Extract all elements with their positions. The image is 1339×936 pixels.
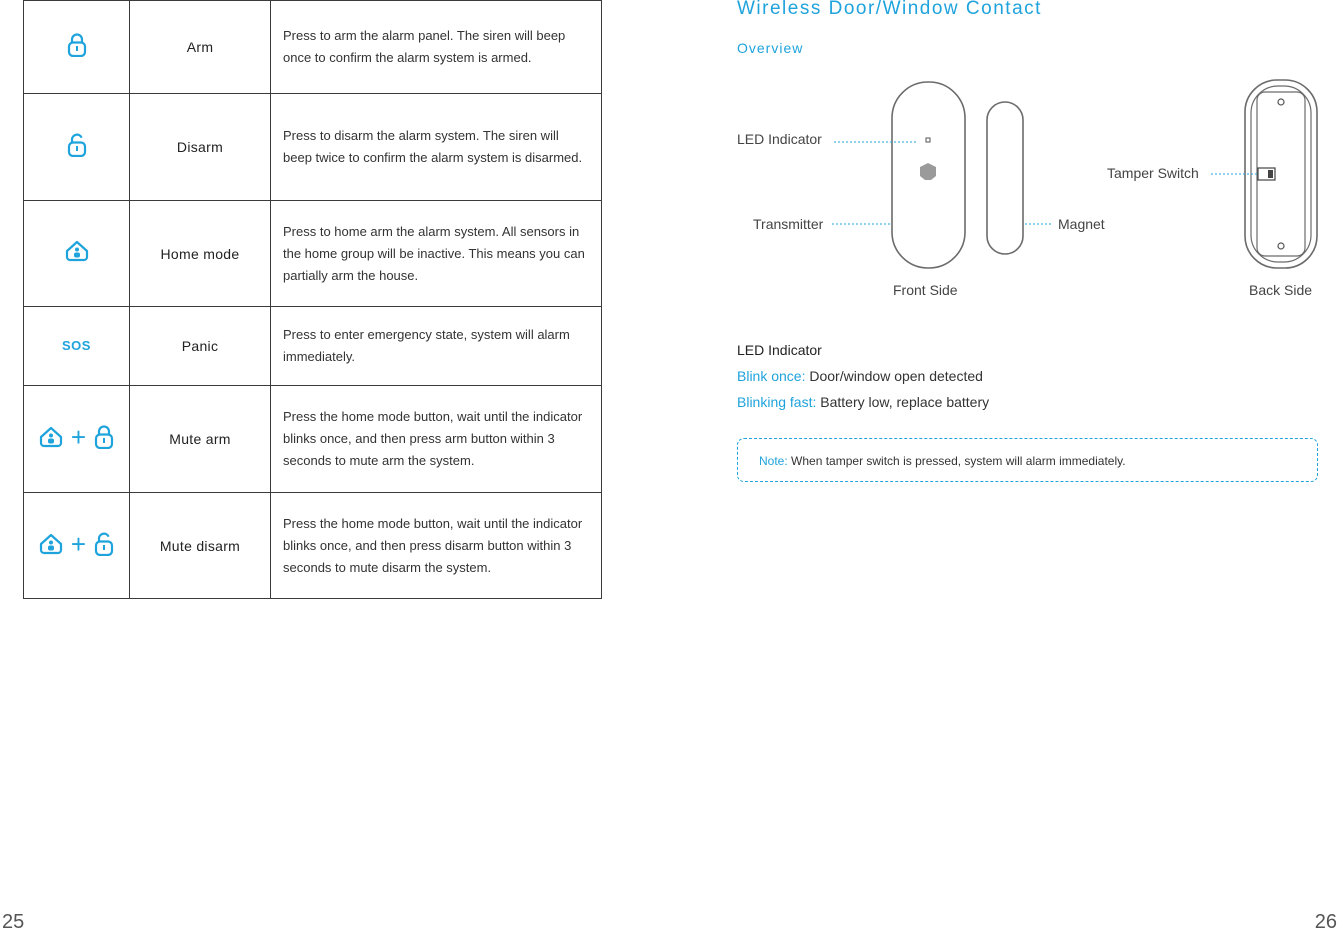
led-indicator-label: LED Indicator [737,131,822,147]
key-description: Press to disarm the alarm system. The siren will beep twice to confirm the alarm system is disarmed. [271,94,602,201]
screw-top [1278,99,1284,105]
home-mode-icon [39,533,63,555]
key-name: Disarm [130,94,271,201]
key-description: Press to home arm the alarm system. All sensors in the home group will be inactive. This means you can partially arm the house. [271,201,602,307]
table-row [24,94,602,201]
led-item [737,368,983,384]
sos-icon: SOS [62,338,91,353]
led-item-key: Blink once: [737,368,806,384]
lock-closed-icon [94,425,114,449]
lock-open-icon [94,532,114,556]
table-row [24,201,602,307]
lock-closed-icon [67,33,87,57]
led-item [737,394,989,410]
led-section-title: LED Indicator [737,342,822,358]
lock-open-icon [67,133,87,157]
key-description: Press the home mode button, wait until the indicator blinks once, and then press disarm button within 3 seconds to mute disarm the system. [271,493,602,599]
note-text: When tamper switch is pressed, system will alarm immediately. [791,454,1126,468]
table-row [24,307,602,386]
front-side-label: Front Side [893,282,958,298]
key-description: Press to enter emergency state, system will alarm immediately. [271,307,602,386]
home-mode-icon [65,240,89,262]
led-item-value: Battery low, replace battery [820,394,990,410]
screw-bottom [1278,243,1284,249]
icon-cell [24,1,130,94]
page-title: Wireless Door/Window Contact [737,0,1042,19]
key-name: Arm [130,1,271,94]
icon-cell [24,307,130,386]
page-number-left: 25 [2,911,25,933]
remote-key-table [23,0,602,599]
plus-icon: + [70,422,87,452]
icon-cell [24,201,130,307]
key-name: Mute arm [130,386,271,493]
note-key: Note: [759,454,788,468]
key-description: Press to arm the alarm panel. The siren will beep once to confirm the alarm system is armed. [271,1,602,94]
home-mode-icon [39,426,63,448]
plus-icon: + [70,528,87,559]
key-name: Panic [130,307,271,386]
led-item-value: Door/window open detected [809,368,983,384]
icon-cell [24,94,130,201]
device-diagram [730,70,1339,310]
tamper-switch-label: Tamper Switch [1107,165,1199,181]
key-name: Home mode [130,201,271,307]
transmitter-label: Transmitter [753,216,824,232]
led-item-key: Blinking fast: [737,394,817,410]
section-subtitle: Overview [737,40,804,56]
back-side-label: Back Side [1249,282,1313,298]
key-description: Press the home mode button, wait until the indicator blinks once, and then press arm button within 3 seconds to mute arm the system. [271,386,602,493]
icon-cell [24,493,130,599]
magnet-label: Magnet [1058,216,1105,232]
key-name: Mute disarm [130,493,271,599]
table-row [24,493,602,599]
device-illustration [730,70,1339,310]
note-box [737,438,1318,482]
magnet-body [987,102,1023,254]
table-row [24,386,602,493]
page-number-right: 26 [1314,911,1337,933]
table-row [24,1,602,94]
icon-cell [24,386,130,493]
